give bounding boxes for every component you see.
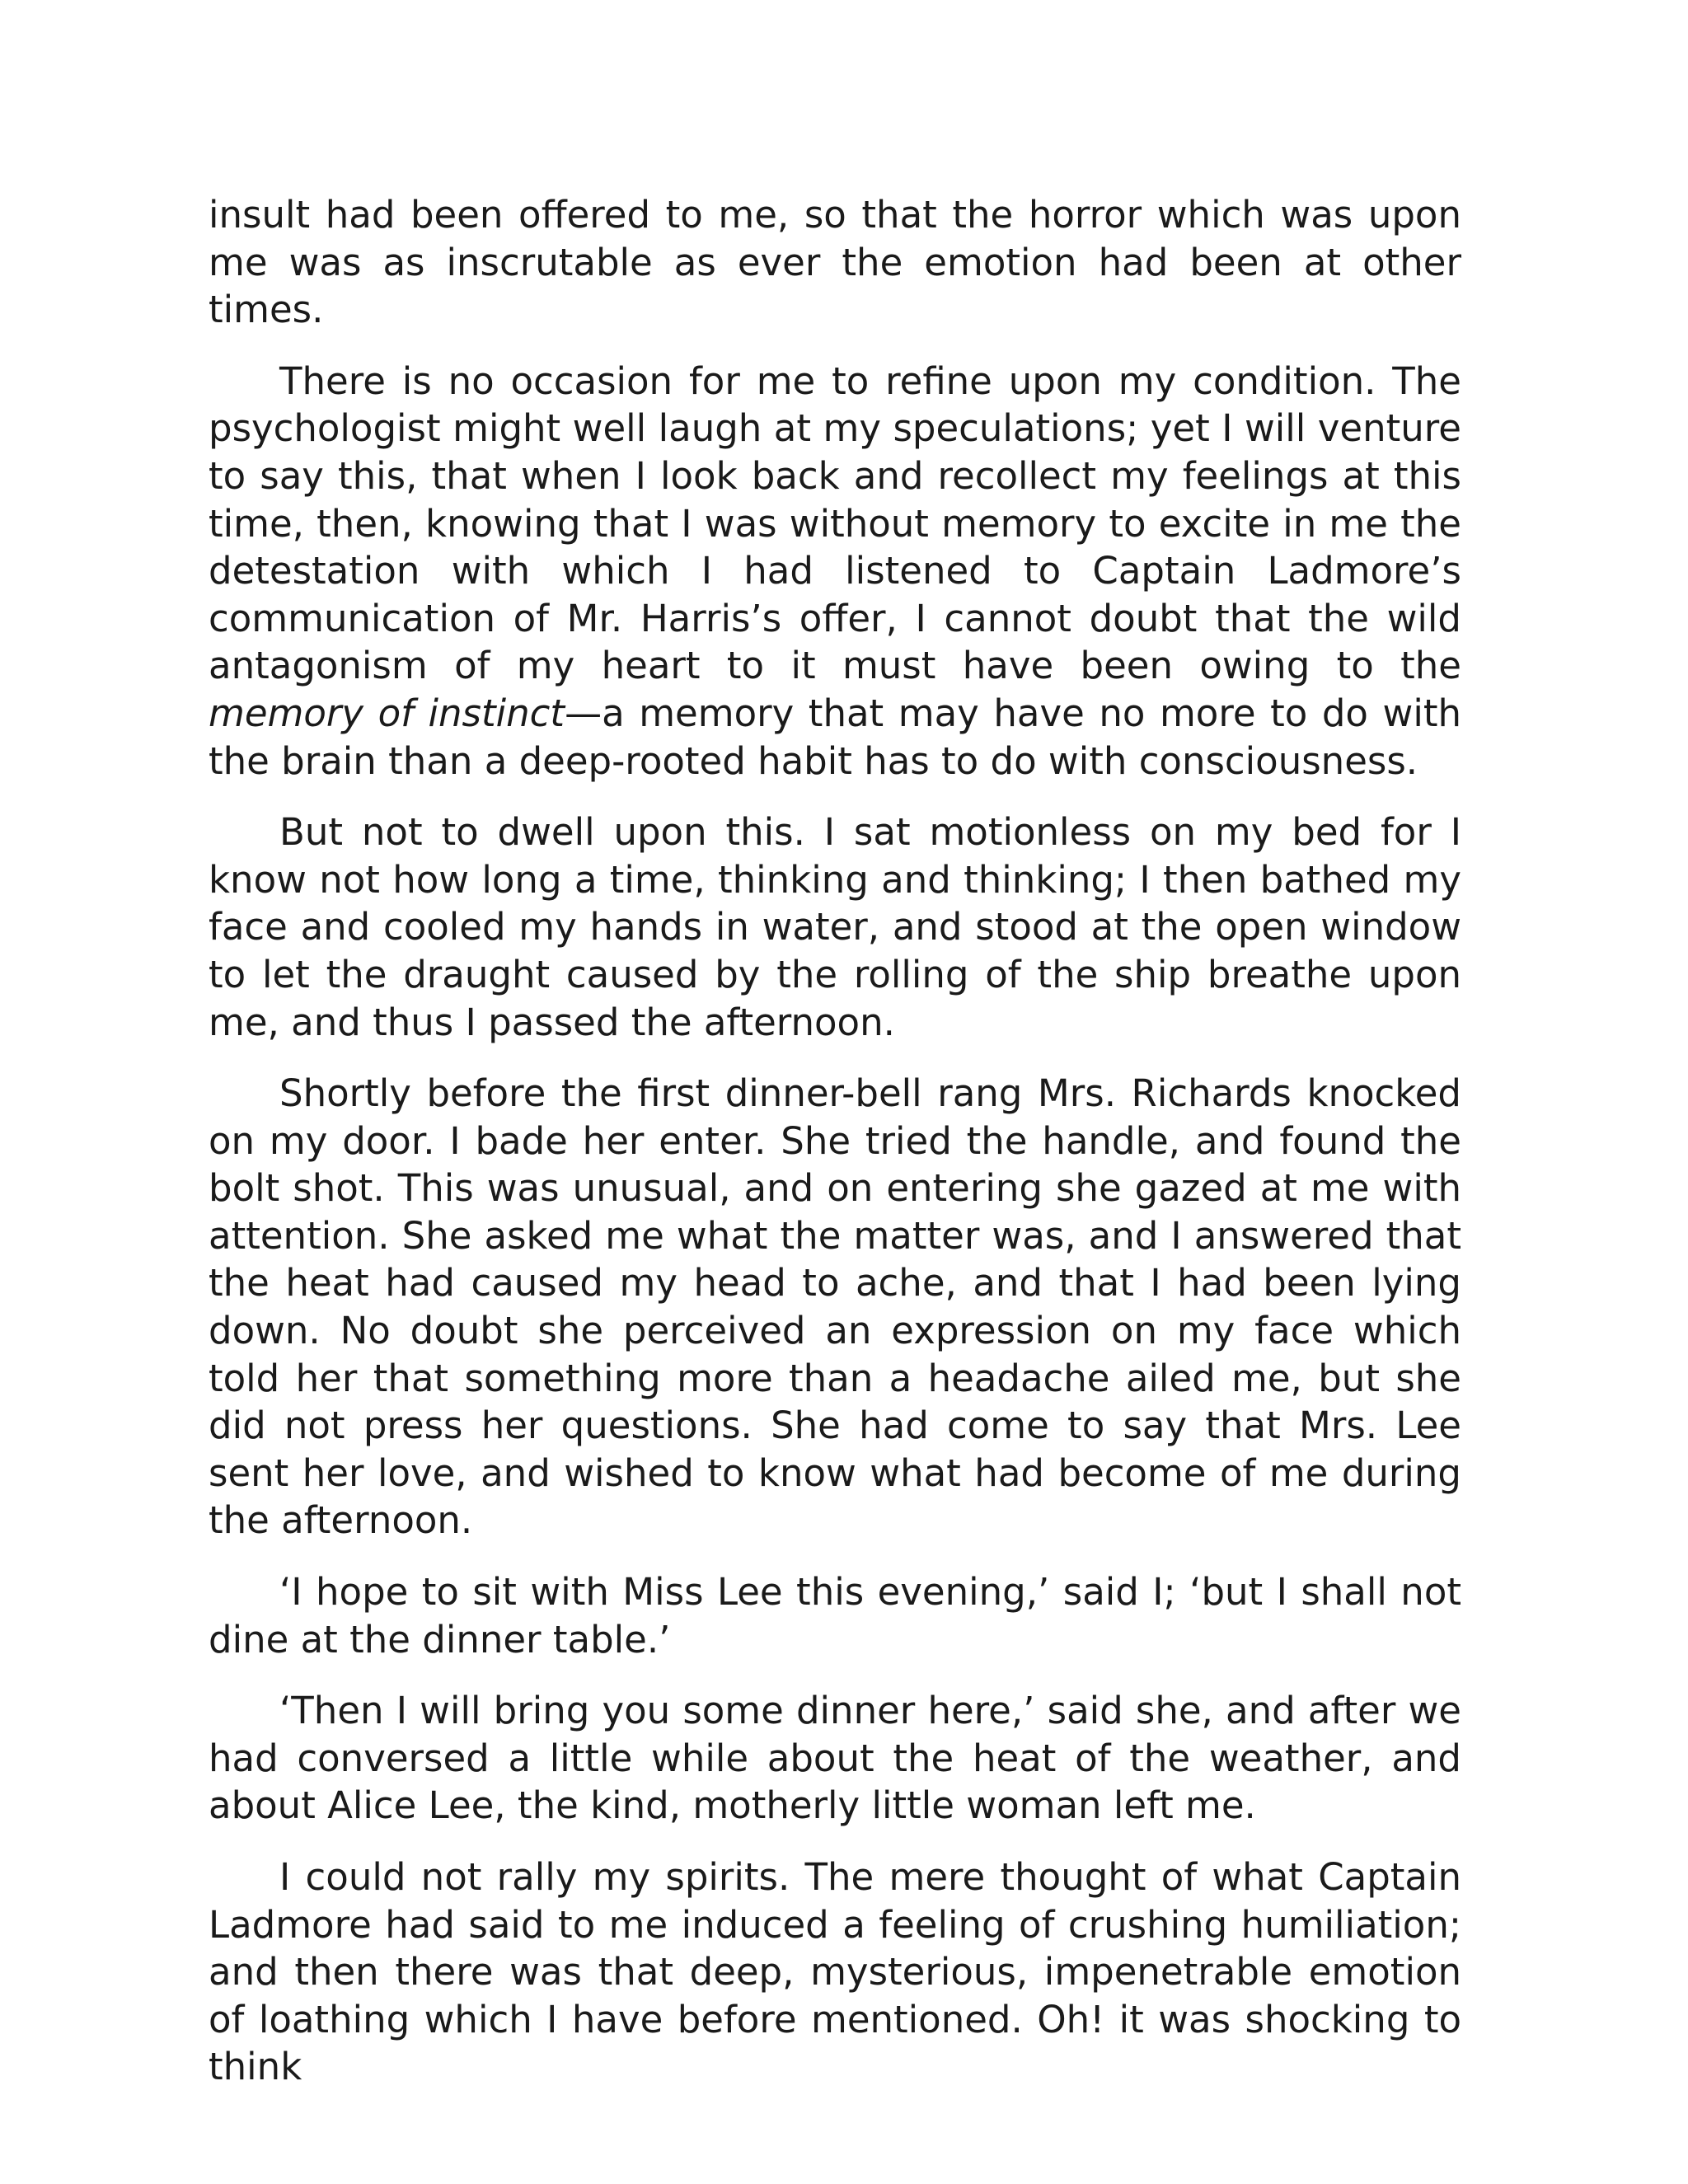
paragraph-5: ‘I hope to sit with Miss Lee this evening,’ said I; ‘but I shall not dine at the dinner table.’ <box>209 1570 1461 1661</box>
paragraph-4: Shortly before the first dinner-bell rang Mrs. Richards knocked on my door. I bade her enter. She tried the handle, and found the bolt shot. This was unusual, and on entering she gazed at me with attention. She asked me what the matter was, and I answered that the heat had caused my head to ache, and that I had been lying down. No doubt she perceived an expression on my face which told her that something more than a headache ailed me, but she did not press her questions. She had come to say that Mrs. Lee sent her love, and wished to know what had become of me during the afternoon. <box>209 1071 1461 1543</box>
paragraph-7: I could not rally my spirits. The mere thought of what Captain Ladmore had said to me induced a feeling of crushing humiliation; and then there was that deep, mysterious, impenetrable emotion of loathing which I have before mentioned. Oh! it was shocking to think <box>209 1855 1461 2089</box>
paragraph-2-emphasis: memory of instinct <box>209 691 565 735</box>
book-page <box>209 191 1461 2091</box>
paragraph-2-text-after: —a memory that may have no more to do with the brain than a deep-rooted habit has to do with consciousness. <box>209 691 1461 783</box>
paragraph-2 <box>209 358 1461 785</box>
paragraph-2-text-before: There is no occasion for me to refine upon my condition. The psychologist might well laugh at my speculations; yet I will venture to say this, that when I look back and recollect my feelings at this time, then, knowing that I was without memory to excite in me the detestation with which I had listened to Captain Ladmore’s communication of Mr. Harris’s offer, I cannot doubt that the wild antagonism of my heart to it must have been owing to the <box>209 359 1461 688</box>
paragraph-6: ‘Then I will bring you some dinner here,’ said she, and after we had conversed a little while about the heat of the weather, and about Alice Lee, the kind, motherly little woman left me. <box>209 1689 1461 1828</box>
paragraph-1: insult had been offered to me, so that the horror which was upon me was as inscrutable as ever the emotion had been at other times. <box>209 193 1461 332</box>
paragraph-3: But not to dwell upon this. I sat motionless on my bed for I know not how long a time, thinking and thinking; I then bathed my face and cooled my hands in water, and stood at the open window to let the draught caused by the rolling of the ship breathe upon me, and thus I passed the afternoon. <box>209 810 1461 1044</box>
